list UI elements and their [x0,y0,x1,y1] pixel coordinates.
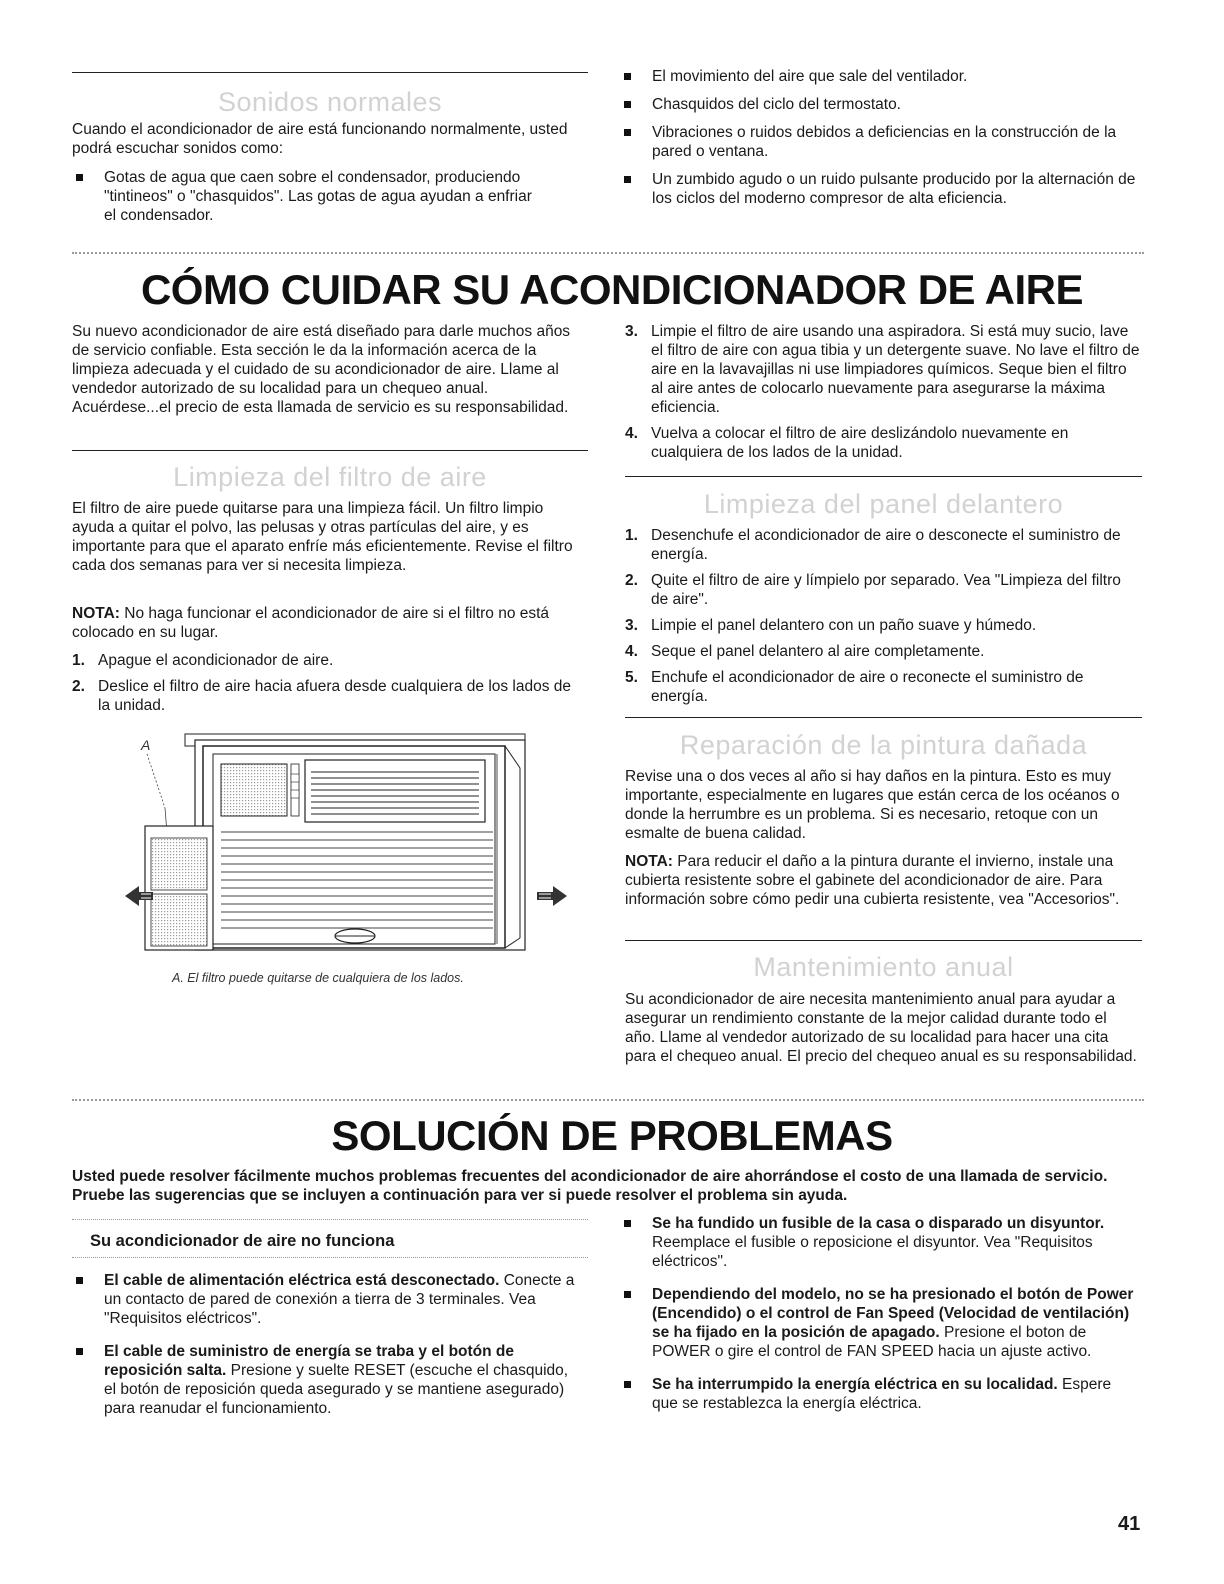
note-label: NOTA: [72,605,120,622]
list-item: El movimiento del aire que sale del ventilador. [620,67,1140,86]
note-label: NOTA: [625,853,673,870]
air-conditioner-filter-figure [125,728,570,968]
list-item: Un zumbido agudo o un ruido pulsante producido por la alternación de los ciclos del moderno compresor de alta eficiencia. [620,170,1140,208]
list-item: Se ha fundido un fusible de la casa o disparado un disyuntor. Reemplace el fusible o reposicione el disyuntor. Vea "Requisitos eléctricos". [620,1214,1140,1271]
list-item: 2. Quite el filtro de aire y límpielo por separado. Vea "Limpieza del filtro de aire". [625,572,1121,608]
list-item: 4. Seque el panel delantero al aire completamente. [625,643,985,660]
list-item: 4. Vuelva a colocar el filtro de aire deslizándolo nuevamente en cualquiera de los lados de la unidad. [625,425,1069,461]
list-item: Chasquidos del ciclo del termostato. [620,95,1140,114]
list-item: 2. Deslice el filtro de aire hacia afuera desde cualquiera de los lados de la unidad. [72,678,572,714]
dotted-divider [72,1219,588,1220]
section-rule [72,450,588,451]
section-rule [625,940,1142,941]
front-panel-heading: Limpieza del panel delantero [703,489,1064,519]
list-item: El cable de alimentación eléctrica está desconectado. Conecte a un contacto de pared de conexión a tierra de 3 terminales. Vea "Requisitos eléctricos". [72,1271,582,1328]
troubleshooting-subheading: Su acondicionador de aire no funciona [90,1232,395,1250]
list-item: Dependiendo del modelo, no se ha presionado el botón de Power (Encendido) o el control de Fan Speed (Velocidad de ventilación) se ha fijado en la posición de apagado. Presione el boton de POWER o gire el control de FAN SPEED hacia un ajuste activo. [620,1285,1140,1361]
section-rule [72,72,588,73]
dotted-divider [72,252,1144,254]
troubleshooting-list-right [620,1214,1140,1422]
section-rule [625,717,1142,718]
annual-heading: Mantenimiento anual [753,952,1014,982]
filter-steps [72,651,577,722]
list-item: 3. Limpie el panel delantero con un paño suave y húmedo. [625,617,1037,634]
care-intro: Su nuevo acondicionador de aire está diseñado para darle muchos años de servicio confiable. Esta sección le da la información acerca de la limpieza adecuada y el cuidado de su acondicionador de aire. Llame al vendedor autorizado de su localidad para un chequeo anual. Acuérdese...el precio de esta llamada de servicio es su responsabilidad. [72,323,571,416]
list-item: 1. Apague el acondicionador de aire. [72,652,334,669]
list-item: Se ha interrumpido la energía eléctrica en su localidad. Espere que se restablezca la energía eléctrica. [620,1375,1140,1413]
filter-text: El filtro de aire puede quitarse para una limpieza fácil. Un filtro limpio ayuda a quitar el polvo, las pelusas y otras partículas del aire, y es importante para que el aparato enfríe más eficientemente. Revise el filtro cada dos semanas para ver si necesita limpieza. [72,500,573,574]
note-text: Para reducir el daño a la pintura durante el invierno, instale una cubierta resistente sobre el gabinete del acondicionador de aire. Para información sobre cómo pedir una cubierta resistente, vea "Accesorios". [625,853,1120,908]
troubleshooting-list-left [72,1271,582,1427]
filter-note [72,604,582,642]
section-rule [625,476,1142,477]
figure-caption: A. El filtro puede quitarse de cualquiera de los lados. [172,971,464,985]
list-item: Vibraciones o ruidos debidos a deficiencias en la construcción de la pared o ventana. [620,123,1140,161]
paint-heading: Reparación de la pintura dañada [679,730,1088,760]
filter-heading: Limpieza del filtro de aire [173,462,487,492]
list-item: 3. Limpie el filtro de aire usando una aspiradora. Si está muy sucio, lave el filtro de aire con agua tibia y un detergente suave. No lave el filtro de aire en la lavavajillas ni use limpiadores químicos. Seque bien el filtro al aire antes de colocarlo nuevamente para asegurarse la máxima eficiencia. [625,323,1140,416]
slide-right-arrow-icon [537,886,567,906]
note-text: No haga funcionar el acondicionador de aire si el filtro no está colocado en su lugar. [72,605,550,641]
care-title: CÓMO CUIDAR SU ACONDICIONADOR DE AIRE [140,266,1084,313]
figure-label: A [141,737,151,753]
dotted-divider [72,1099,1144,1101]
list-item: 5. Enchufe el acondicionador de aire o reconecte el suministro de energía. [625,669,1084,705]
filter-steps-continued [625,322,1140,469]
annual-text: Su acondicionador de aire necesita mantenimiento anual para ayudar a asegurar un rendimiento constante de la mejor calidad durante todo el año. Llame al vendedor autorizado de su localidad para hacer una cita para el chequeo anual. El precio del chequeo anual es su responsabilidad. [625,991,1137,1065]
page-number: 41 [1118,1513,1141,1535]
list-item: El cable de suministro de energía se traba y el botón de reposición salta. Presione y suelte RESET (escuche el chasquido, el botón de reposición queda asegurado y se mantiene asegurado) para reanudar el funcionamiento. [72,1342,582,1418]
troubleshooting-intro: Usted puede resolver fácilmente muchos problemas frecuentes del acondicionador de aire ahorrándose el costo de una llamada de servicio. Pruebe las sugerencias que se incluyen a continuación para ver si puede resolver el problema sin ayuda. [72,1168,1108,1204]
front-panel-steps [625,526,1140,713]
paint-text: Revise una o dos veces al año si hay daños en la pintura. Esto es muy importante, especialmente en lugares que están cerca de los océanos o donde la herrumbre es un problema. Si es necesario, retoque con un esmalte de buena calidad. [625,768,1120,842]
normal-sounds-heading: Sonidos normales [217,87,443,117]
normal-sounds-list-left [72,168,542,234]
normal-sounds-intro: Cuando el acondicionador de aire está funcionando normalmente, usted podrá escuchar sonidos como: [72,121,568,157]
normal-sounds-list-right [620,67,1140,217]
paint-note [625,852,1140,909]
troubleshooting-title: SOLUCIÓN DE PROBLEMAS [331,1112,893,1159]
dotted-divider [72,1257,588,1258]
list-item: 1. Desenchufe el acondicionador de aire o desconecte el suministro de energía. [625,527,1121,563]
list-item: Gotas de agua que caen sobre el condensador, produciendo "tintineos" o "chasquidos". Las gotas de agua ayudan a enfriar el condensador. [72,168,542,225]
